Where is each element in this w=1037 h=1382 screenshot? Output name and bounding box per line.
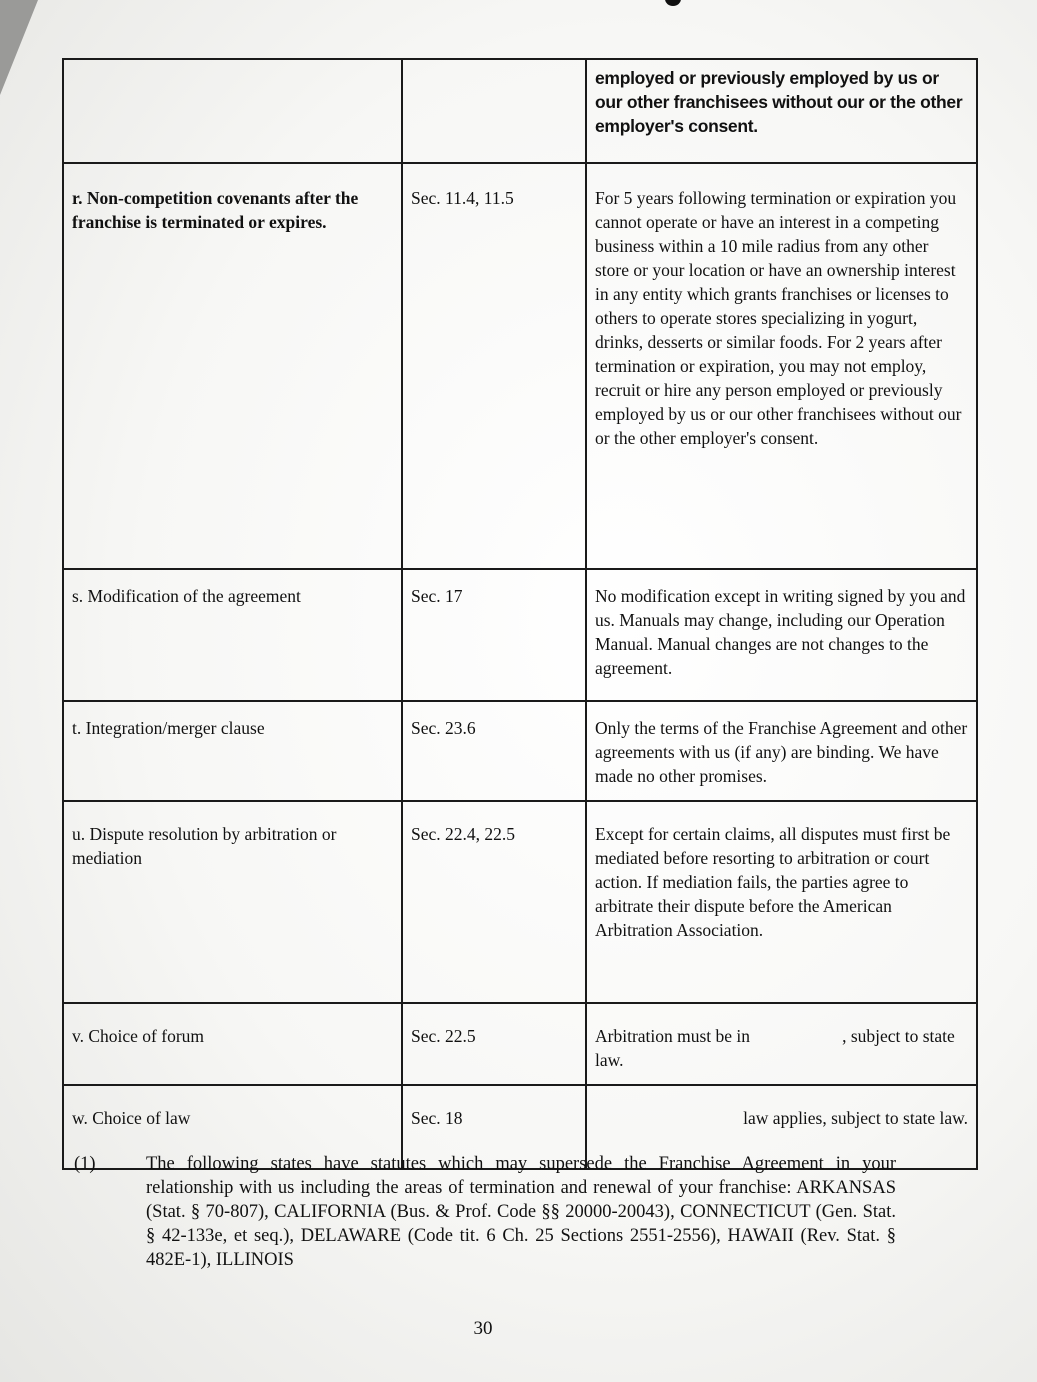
table-row-t [63,701,977,801]
footnote [74,1152,896,1272]
summary-text-after-blank: , subject to state law. [595,1026,955,1070]
provision-cell [63,59,402,163]
provision-cell: v. Choice of forum [63,1003,402,1085]
summary-cell: law applies, subject to state law. [586,1085,977,1169]
section-cell: Sec. 11.4, 11.5 [402,163,586,569]
franchise-provisions-table [62,58,978,1170]
table-row-v [63,1003,977,1085]
summary-text-before-blank: Arbitration must be in [595,1026,751,1046]
section-cell [402,59,586,163]
page-number: 30 [473,1318,493,1339]
provision-cell: t. Integration/merger clause [63,701,402,801]
provision-cell: u. Dispute resolution by arbitration or mediation [63,801,402,1003]
summary-cell: employed or previously employed by us or our other franchisees without our or the other employer's consent. [586,59,977,163]
table-row-r [63,163,977,569]
summary-cell: Except for certain claims, all disputes must first be mediated before resorting to arbitration or court action. If mediation fails, the parties agree to arbitrate their dispute before the American Arbitration Association. [586,801,977,1003]
section-cell: Sec. 23.6 [402,701,586,801]
provision-cell: w. Choice of law [63,1085,402,1169]
provision-cell: r. Non-competition covenants after the franchise is terminated or expires. [63,163,402,569]
footnote-marker: (1) [74,1154,96,1174]
table-row-s [63,569,977,701]
summary-cell [586,1003,977,1085]
table-row-q-continued [63,59,977,163]
section-cell: Sec. 22.5 [402,1003,586,1085]
folded-page-corner [0,0,38,95]
section-cell: Sec. 22.4, 22.5 [402,801,586,1003]
section-cell: Sec. 18 [402,1085,586,1169]
section-cell: Sec. 17 [402,569,586,701]
summary-cell: For 5 years following termination or expiration you cannot operate or have an interest in a competing business within a 10 mile radius from any other store or your location or have an ownership interest in any entity which grants franchises or licenses to others to operate stores specializing in yogurt, drinks, desserts or similar foods. For 2 years after termination or expiration, you may not employ, recruit or hire any person employed or previously employed by us or our other franchisees without our or the other employer's consent. [586,163,977,569]
table-row-u [63,801,977,1003]
summary-cell: Only the terms of the Franchise Agreement and other agreements with us (if any) are binding. We have made no other promises. [586,701,977,801]
provision-cell: s. Modification of the agreement [63,569,402,701]
summary-cell: No modification except in writing signed by you and us. Manuals may change, including our Operation Manual. Manual changes are not changes to the agreement. [586,569,977,701]
footnote-text: The following states have statutes which may supersede the Franchise Agreement in your relationship with us including the areas of termination and renewal of your franchise: ARKANSAS (Stat. § 70-807), CALIFORNIA (Bus. & Prof. Code §§ 20000-20043), CONNECTICUT (Gen. Stat. § 42-133e, et seq.), DELAWARE (Code tit. 6 Ch. 25 Sections 2551-2556), HAWAII (Rev. Stat. § 482E-1), ILLINOIS [146,1154,896,1270]
